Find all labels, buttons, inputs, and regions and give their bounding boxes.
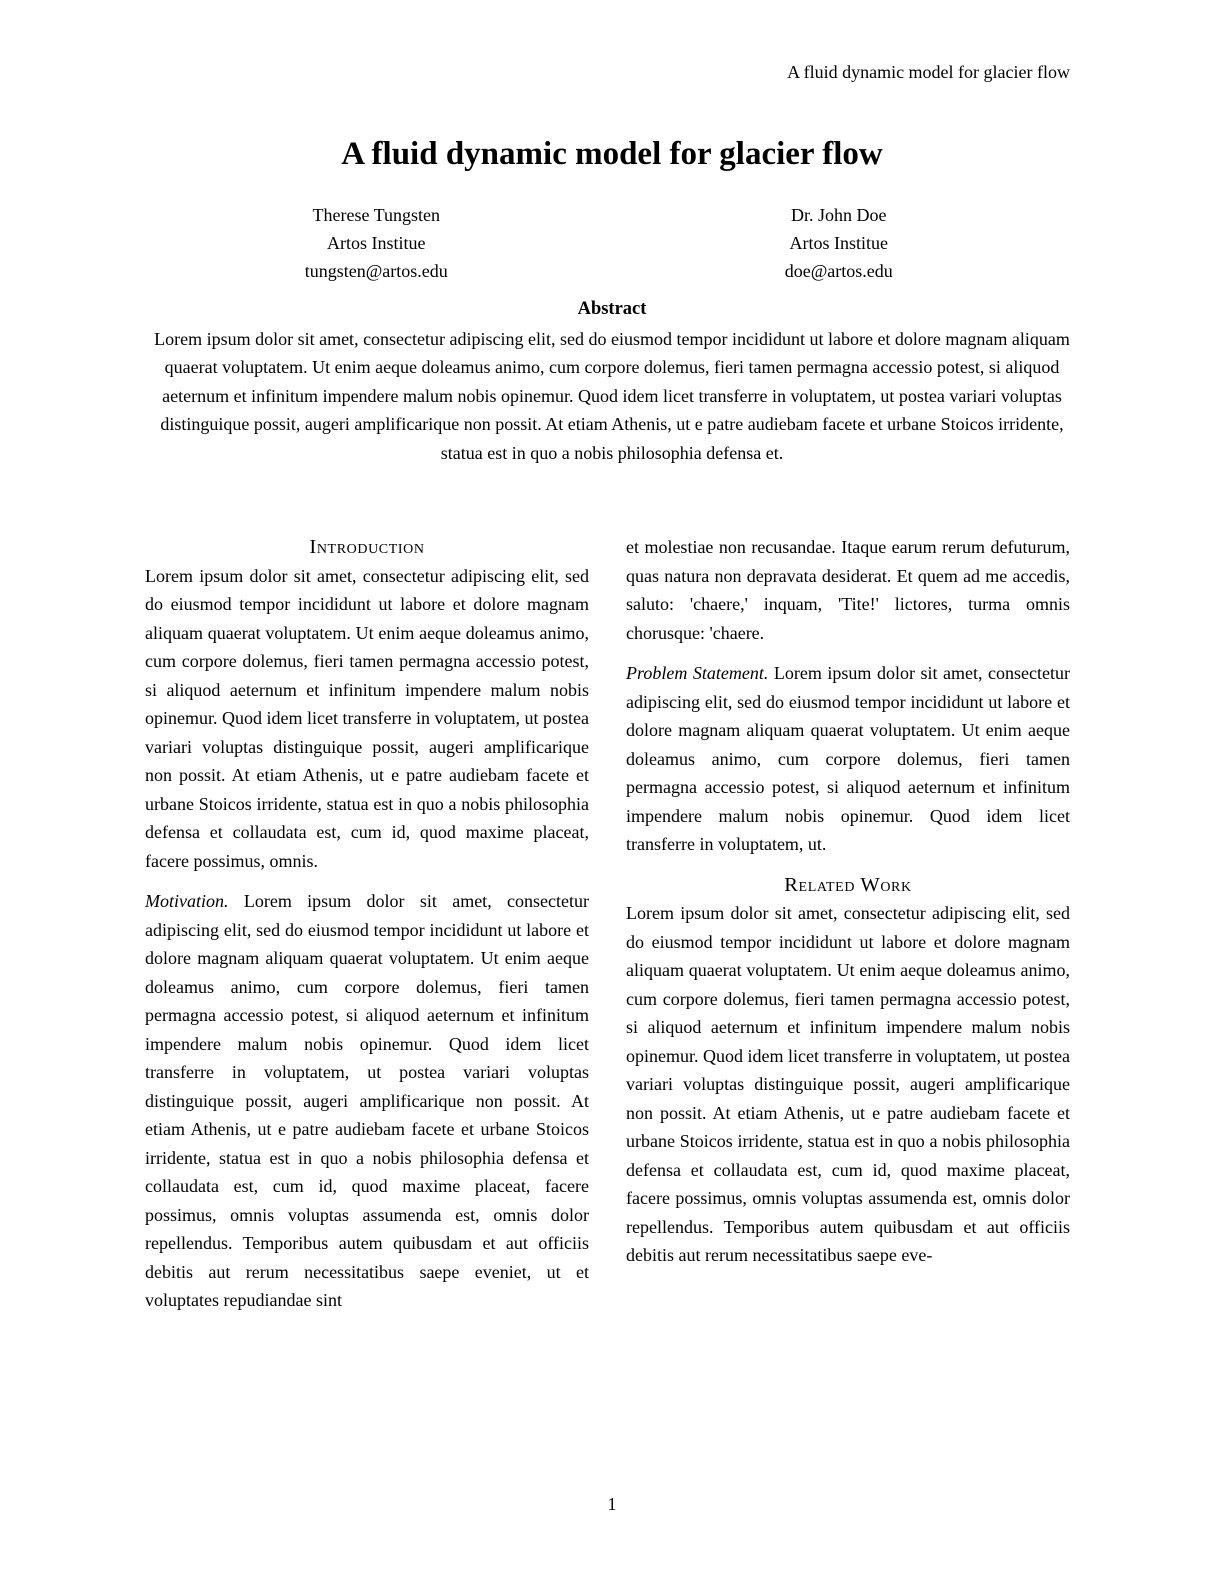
introduction-continuation-paragraph: et molestiae non recusandae. Itaque earum rerum defuturum, quas natura non depravata desiderat. Et quem ad me accedis, saluto: 'chaere,' inquam, 'Tite!' lictores, turma omnis chorusque: 'chaere.: [626, 537, 1070, 643]
page-number: 1: [607, 1494, 617, 1514]
abstract-text: Lorem ipsum dolor sit amet, consectetur adipiscing elit, sed do eiusmod tempor incididunt ut labore et dolore magnam aliquam quaerat voluptatem. Ut enim aeque doleamus animo, cum corpore dolemus, fieri tamen permagna accessio potest, si aliquod aeternum et infinitum impendere malum nobis opinemur. Quod idem licet transferre in voluptatem, ut postea variari voluptas distinguique possit, augeri amplificarique non possit. At etiam Athenis, ut e patre audiebam facete et urbane Stoicos irridente, statua est in quo a nobis philosophia defensa et.: [154, 329, 1070, 463]
author-email: tungsten@artos.edu: [304, 261, 448, 281]
problem-statement-text: Lorem ipsum dolor sit amet, consectetur adipiscing elit, sed do eiusmod tempor incididunt ut labore et dolore magnam aliquam quaerat voluptatem. Ut enim aeque doleamus animo, cum corpore dolemus, fieri tamen permagna accessio potest, si aliquod aeternum et infinitum impendere malum nobis opinemur. Quod idem licet transferre in voluptatem, ut.: [626, 663, 1070, 854]
motivation-paragraph: [145, 887, 589, 1315]
author-email: doe@artos.edu: [784, 261, 893, 281]
abstract-section: [149, 295, 1075, 467]
motivation-text: Lorem ipsum dolor sit amet, consectetur adipiscing elit, sed do eiusmod tempor incididunt ut labore et dolore magnam aliquam quaerat voluptatem. Ut enim aeque doleamus animo, cum corpore dolemus, fieri tamen permagna accessio potest, si aliquod aeternum et infinitum impendere malum nobis opinemur. Quod idem licet transferre in voluptatem, ut postea variari voluptas distinguique possit, augeri amplificarique non possit. At etiam Athenis, ut e patre audiebam facete et urbane Stoicos irridente, statua est in quo a nobis philosophia defensa et collaudata est, cum id, quod maxime placeat, facere possimus, omnis voluptas assumenda est, omnis dolor repellendus. Temporibus autem quibusdam et aut officiis debitis aut rerum necessitatibus saepe eveniet, ut et voluptates repudiandae sint: [145, 891, 589, 1310]
running-header: A fluid dynamic model for glacier flow: [787, 62, 1070, 82]
two-column-body: [145, 533, 1070, 1315]
introduction-paragraph: Lorem ipsum dolor sit amet, consectetur adipiscing elit, sed do eiusmod tempor incididunt ut labore et dolore magnam aliquam quaerat voluptatem. Ut enim aeque doleamus animo, cum corpore dolemus, fieri tamen permagna accessio potest, si aliquod aeternum et infinitum impendere malum nobis opinemur. Quod idem licet transferre in voluptatem, ut postea variari voluptas distinguique possit, augeri amplificarique non possit. At etiam Athenis, ut e patre audiebam facete et urbane Stoicos irridente, statua est in quo a nobis philosophia defensa et collaudata est, cum id, quod maxime placeat, facere possimus, omnis.: [145, 565, 589, 871]
paper-title: A fluid dynamic model for glacier flow: [341, 136, 883, 172]
author-affiliation: Artos Institue: [789, 233, 888, 253]
motivation-label: Motivation.: [145, 891, 229, 911]
section-heading-related-work: Related Work: [784, 873, 912, 896]
problem-statement-label: Problem Statement.: [626, 663, 769, 683]
author-card: [608, 201, 1071, 285]
author-affiliation: Artos Institue: [327, 233, 426, 253]
related-work-paragraph: Lorem ipsum dolor sit amet, consectetur adipiscing elit, sed do eiusmod tempor incididunt ut labore et dolore magnam aliquam quaerat voluptatem. Ut enim aeque doleamus animo, cum corpore dolemus, fieri tamen permagna accessio potest, si aliquod aeternum et infinitum impendere malum nobis opinemur. Quod idem licet transferre in voluptatem, ut postea variari voluptas distinguique possit, augeri amplificarique non possit. At etiam Athenis, ut e patre audiebam facete et urbane Stoicos irridente, statua est in quo a nobis philosophia defensa et collaudata est, cum id, quod maxime placeat, facere possimus, omnis voluptas assumenda est, omnis dolor repellendus. Temporibus autem quibusdam et aut officiis debitis aut rerum necessitatibus saepe eve-: [626, 903, 1070, 1265]
right-column: [626, 533, 1070, 1315]
authors-block: [145, 201, 1070, 285]
section-heading-introduction: Introduction: [309, 536, 425, 558]
abstract-heading: Abstract: [577, 299, 647, 319]
author-card: [145, 201, 608, 285]
problem-statement-paragraph: [626, 659, 1070, 859]
left-column: [145, 533, 589, 1315]
author-name: Therese Tungsten: [312, 205, 440, 225]
author-name: Dr. John Doe: [791, 205, 887, 225]
